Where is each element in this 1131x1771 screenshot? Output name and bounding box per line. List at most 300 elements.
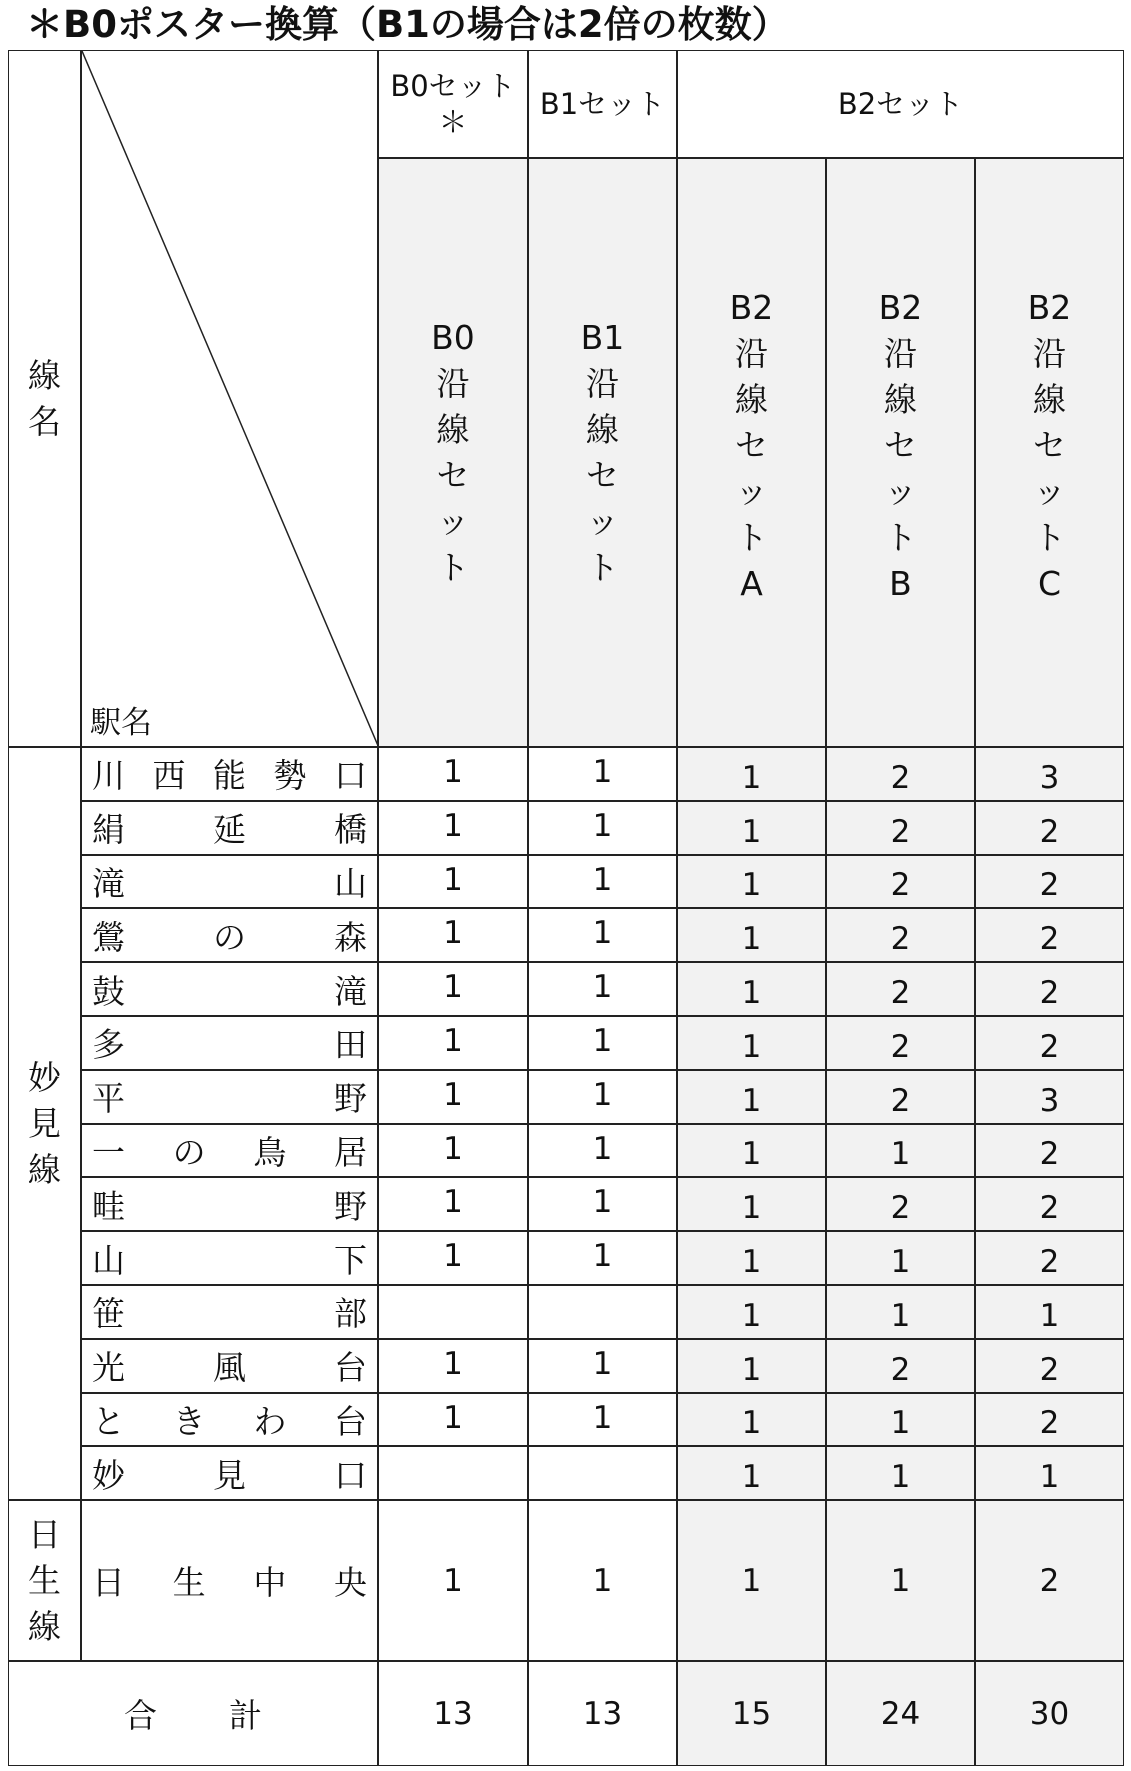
count-value: 1 [592,969,613,1006]
count-cell-b2-c [975,962,1124,1016]
station-name-char: 光 [92,1348,125,1388]
column-header-b0-label-char: 沿 [436,363,470,403]
count-value: 1 [592,1076,613,1113]
column-header-b2-b [826,158,975,747]
count-value: 2 [1039,1562,1060,1599]
count-value: 1 [443,915,463,952]
station-name-char: 中 [253,1563,287,1603]
page-title: ＊B0ポスター換算（B1の場合は2倍の枚数） [26,3,789,46]
count-cell-b0 [378,908,528,962]
count-cell-b2-a [677,1339,826,1393]
count-value: 1 [741,974,762,1011]
count-value: 1 [890,1297,911,1334]
total-b2-a [677,1661,826,1766]
column-header-b0 [378,158,528,747]
count-cell-b2-b [826,1393,975,1447]
column-header-b2-a-label-char: ッ [734,472,768,511]
line-name-header-label-char: 線 [28,355,61,395]
station-name-char: 居 [333,1132,367,1172]
column-header-b0-label-char: 線 [436,409,470,449]
count-value: 2 [1039,1028,1060,1065]
count-value: 2 [890,813,911,850]
count-cell-b2-c [975,1446,1124,1500]
count-value: 1 [592,807,613,844]
station-name-char: の [172,1132,206,1172]
line-name-nissei-label [28,1512,61,1650]
station-name [82,750,377,797]
column-header-b2-a-label [730,285,774,607]
count-value: 1 [443,1130,463,1167]
station-name-label: 駅名 [90,705,152,741]
station-name-header [81,50,378,747]
count-value: 1 [741,1082,762,1119]
count-cell-b2-a [677,962,826,1016]
column-header-b2-a-label-char: ト [734,518,768,557]
station-name [82,1181,377,1228]
station-name-char: 鳥 [253,1132,287,1172]
count-cell-b2-a [677,855,826,909]
count-value: 1 [592,1562,613,1599]
count-cell-b2-c [975,1285,1124,1339]
column-header-b2-a-label-char: 線 [734,380,768,419]
total-value: 24 [880,1695,921,1732]
total-value: 13 [433,1695,473,1732]
count-value: 2 [1039,1243,1060,1280]
station-name [82,1557,377,1604]
total-b1 [528,1661,677,1766]
count-value: 1 [741,1562,762,1599]
station-name-char: 笹 [92,1294,125,1334]
count-value: 1 [592,861,613,898]
station-cell [81,1070,378,1124]
count-cell-b1 [528,1339,677,1393]
station-name-char: 台 [333,1401,367,1441]
count-cell-b2-c [975,1231,1124,1285]
station-cell [81,1393,378,1447]
column-header-b0-label-char: B0 [431,317,475,357]
count-cell-b2-b [826,1446,975,1500]
count-cell-b2-c [975,1393,1124,1447]
column-header-b2-b-label-char: B2 [878,288,923,327]
count-cell-b2-b [826,1124,975,1178]
count-value: 1 [443,1184,463,1221]
count-cell-b1 [528,908,677,962]
station-name-char: 口 [334,1455,367,1495]
line-name-myoken-label-char: 妙 [28,1057,61,1097]
station-name-char: き [172,1401,206,1441]
station-name-char: 山 [334,863,367,903]
column-header-b2-c-label-char: 線 [1032,380,1066,419]
station-name-char: 一 [92,1132,125,1172]
b0-set-header [378,50,528,158]
station-name-char: 田 [334,1025,367,1065]
station-name-char: 風 [213,1348,246,1388]
column-header-b2-a-label-char: B2 [729,288,774,327]
station-cell [81,962,378,1016]
count-cell-b2-c [975,908,1124,962]
station-name-char: 鶯 [92,917,125,957]
line-name-nissei-label-char: 日 [28,1514,61,1554]
station-name-char: 延 [213,810,246,850]
count-cell-b2-c [975,1070,1124,1124]
column-header-b2-c-label-char: セ [1032,426,1066,465]
count-value: 1 [741,1028,762,1065]
b0-set-label: B0セット [390,69,516,103]
count-value: 1 [443,807,463,844]
count-cell-b2-b [826,908,975,962]
station-name-char: 下 [334,1240,367,1280]
line-name-myoken-label-char: 線 [28,1149,61,1189]
count-value: 1 [741,1136,762,1173]
column-header-b2-a-label-char: セ [734,426,768,465]
station-name-char: 滝 [92,863,125,903]
column-header-b2-b-label [879,285,923,607]
count-value: 1 [741,1351,762,1388]
station-name-char: 橋 [334,810,367,850]
count-value: 1 [592,1130,613,1167]
station-name [82,858,377,905]
count-value: 1 [890,1405,911,1442]
station-name [82,1342,377,1389]
count-value: 1 [592,1399,613,1436]
count-value: 3 [1039,759,1060,796]
station-name-char: 央 [333,1563,367,1603]
count-cell-b2-b [826,1339,975,1393]
column-header-b1 [528,158,677,747]
station-name [82,912,377,959]
count-cell-b1 [528,1393,677,1447]
count-cell-b0 [378,1016,528,1070]
count-cell-b2-b [826,1070,975,1124]
line-name-header-label [28,353,61,445]
station-name-char: 日 [92,1563,125,1603]
station-cell [81,747,378,801]
count-cell-b0 [378,1339,528,1393]
count-cell-b1 [528,1124,677,1178]
station-name-char: 森 [334,917,367,957]
count-value: 1 [443,1399,463,1436]
count-value: 2 [1039,974,1060,1011]
count-cell-b2-c [975,1500,1124,1661]
line-name-nissei-label-char: 線 [28,1606,61,1646]
count-cell-b2-a [677,1124,826,1178]
station-name-char: 野 [334,1186,367,1226]
station-name-char: 平 [92,1079,125,1119]
station-cell [81,1231,378,1285]
column-header-b2-c-label-char: ト [1032,518,1066,557]
count-cell-b2-c [975,1124,1124,1178]
total-value: 13 [582,1695,623,1732]
station-cell [81,801,378,855]
count-value: 2 [1039,1405,1060,1442]
total-b0 [378,1661,528,1766]
count-cell-b2-b [826,801,975,855]
count-cell-b2-c [975,1016,1124,1070]
count-value: 1 [741,759,762,796]
count-value: 1 [443,754,463,790]
column-header-b2-c-label-char: C [1037,564,1062,603]
station-cell [81,855,378,909]
count-cell-b0 [378,855,528,909]
station-name-char: 生 [172,1563,206,1603]
column-header-b2-b-label-char: B [889,564,912,603]
count-cell-b1 [528,1177,677,1231]
count-value: 1 [443,861,463,898]
column-header-b2-a [677,158,826,747]
column-header-b0-label-char: ッ [436,501,470,541]
count-value: 1 [741,1297,762,1334]
count-value: 1 [890,1136,911,1173]
station-name-char: 畦 [92,1186,125,1226]
station-cell [81,1339,378,1393]
count-cell-b2-c [975,1177,1124,1231]
count-cell-b2-a [677,801,826,855]
station-name-char: 多 [92,1025,125,1065]
count-value: 2 [890,974,911,1011]
column-header-b2-b-label-char: ッ [883,472,917,511]
column-header-b0-label-char: セ [436,455,470,495]
count-value: 1 [741,1243,762,1280]
count-value: 1 [443,1238,463,1275]
count-value: 2 [890,1028,911,1065]
count-value: 1 [890,1243,911,1280]
column-header-b2-c [975,158,1124,747]
count-value: 1 [741,813,762,850]
count-cell-b0 [378,801,528,855]
column-header-b2-c-label-char: 沿 [1032,334,1066,373]
station-name-char: と [92,1401,125,1441]
count-cell-b2-c [975,1339,1124,1393]
count-cell-b2-a [677,908,826,962]
line-name-header-label-char: 名 [28,401,61,441]
total-b2-b [826,1661,975,1766]
count-cell-b0 [378,1231,528,1285]
station-cell [81,1124,378,1178]
count-cell-b2-a [677,1446,826,1500]
count-value: 2 [890,759,911,796]
b1-set-header [528,50,677,158]
count-cell-b2-a [677,1500,826,1661]
station-cell [81,908,378,962]
station-name-char: 口 [334,756,367,796]
count-value: 2 [1039,813,1060,850]
station-name-char: 勢 [273,756,307,796]
count-value: 2 [1039,1190,1060,1227]
count-cell-b2-a [677,747,826,801]
count-cell-b1 [528,1016,677,1070]
count-value: 1 [1039,1459,1060,1496]
count-cell-b1 [528,1500,677,1661]
station-name-char: の [213,917,246,957]
station-name-char: 川 [92,756,125,796]
b2-set-label: B2セット [837,87,964,121]
column-header-b2-b-label-char: ト [883,518,917,557]
station-name [82,966,377,1013]
column-header-b2-b-label-char: 線 [883,380,917,419]
column-header-b1-label-char: セ [585,455,619,495]
line-name-nissei [8,1500,81,1661]
station-name-char: 野 [334,1079,367,1119]
column-header-b2-a-label-char: A [740,564,763,603]
count-value: 1 [592,1023,613,1059]
station-name-char: 部 [334,1294,367,1334]
line-name-header [8,50,81,747]
column-header-b0-label [431,315,475,591]
count-value: 1 [592,754,613,790]
station-name-char: わ [253,1401,287,1441]
b1-set-label: B1セット [539,87,666,121]
count-cell-b1 [528,747,677,801]
station-name-char: 絹 [92,810,125,850]
count-value: 1 [592,1184,613,1221]
count-value: 1 [741,867,762,904]
count-value: 3 [1039,1082,1060,1119]
count-cell-b0 [378,1446,528,1500]
diagonal-line [82,51,379,748]
count-cell-b2-b [826,962,975,1016]
station-name [82,1235,377,1282]
count-value: 1 [592,1345,613,1382]
line-name-myoken-label [28,1055,61,1193]
count-value: 2 [1039,867,1060,904]
count-cell-b0 [378,1124,528,1178]
count-cell-b0 [378,1500,528,1661]
count-cell-b1 [528,855,677,909]
count-value: 2 [1039,1136,1060,1173]
column-header-b2-c-label [1028,285,1072,607]
column-header-b2-b-label-char: セ [883,426,917,465]
station-name [82,1450,377,1497]
count-cell-b2-b [826,855,975,909]
column-header-b1-label [581,315,625,591]
count-value: 1 [592,1238,613,1275]
count-cell-b2-c [975,855,1124,909]
count-cell-b2-b [826,1500,975,1661]
total-label-cell [8,1661,378,1766]
station-name [82,1127,377,1174]
total-label-char: 合 [124,1696,157,1735]
station-cell [81,1016,378,1070]
count-cell-b0 [378,1177,528,1231]
count-cell-b2-b [826,1285,975,1339]
count-value: 1 [443,1076,463,1113]
count-value: 1 [443,1345,463,1382]
count-cell-b2-b [826,1177,975,1231]
column-header-b1-label-char: B1 [580,317,625,357]
station-name-char: 鼓 [92,971,125,1011]
count-cell-b2-c [975,747,1124,801]
count-value: 2 [1039,921,1060,958]
column-header-b2-a-label-char: 沿 [734,334,768,373]
count-value: 1 [443,969,463,1006]
station-name [82,1019,377,1066]
column-header-b2-c-label-char: ッ [1032,472,1066,511]
count-cell-b1 [528,1070,677,1124]
count-cell-b2-a [677,1393,826,1447]
count-cell-b2-c [975,801,1124,855]
total-value: 30 [1029,1695,1070,1732]
count-value: 2 [1039,1351,1060,1388]
station-cell [81,1177,378,1231]
line-name-nissei-label-char: 生 [28,1560,61,1600]
count-cell-b1 [528,962,677,1016]
count-cell-b0 [378,1070,528,1124]
station-name-char: 台 [334,1348,367,1388]
count-value: 2 [890,921,911,958]
count-value: 1 [890,1459,911,1496]
count-value: 1 [1039,1297,1060,1334]
total-label-char: 計 [229,1696,262,1735]
count-value: 1 [443,1023,463,1059]
count-cell-b2-b [826,1231,975,1285]
station-name-char: 見 [213,1455,246,1495]
station-name-char: 妙 [92,1455,125,1495]
count-value: 1 [741,1190,762,1227]
count-cell-b0 [378,1285,528,1339]
count-value: 1 [592,915,613,952]
column-header-b1-label-char: 沿 [585,363,619,403]
station-name [82,804,377,851]
column-header-b1-label-char: 線 [585,409,619,449]
column-header-b2-b-label-char: 沿 [883,334,917,373]
column-header-b1-label-char: ト [585,547,619,587]
count-cell-b0 [378,962,528,1016]
b2-set-header [677,50,1124,158]
station-name [82,1073,377,1120]
count-cell-b2-a [677,1016,826,1070]
station-name-char: 西 [152,756,186,796]
station-name-char: 滝 [334,971,367,1011]
count-cell-b2-a [677,1231,826,1285]
station-cell [81,1285,378,1339]
column-header-b0-label-char: ト [436,547,470,587]
station-cell [81,1500,378,1661]
count-value: 1 [443,1562,463,1599]
total-value: 15 [731,1695,772,1732]
count-cell-b2-a [677,1177,826,1231]
count-value: 1 [741,1405,762,1442]
count-value: 2 [890,867,911,904]
count-value: 2 [890,1190,911,1227]
column-header-b2-c-label-char: B2 [1027,288,1072,327]
count-value: 1 [890,1562,911,1599]
station-cell [81,1446,378,1500]
count-value: 1 [741,921,762,958]
count-cell-b0 [378,747,528,801]
total-b2-c [975,1661,1124,1766]
count-cell-b2-b [826,747,975,801]
count-cell-b1 [528,1446,677,1500]
line-name-myoken-label-char: 見 [28,1103,61,1143]
count-cell-b2-a [677,1285,826,1339]
count-cell-b1 [528,801,677,855]
count-value: 2 [890,1082,911,1119]
count-value: 1 [741,1459,762,1496]
station-name-char: 山 [92,1240,125,1280]
count-cell-b1 [528,1231,677,1285]
line-name-myoken [8,747,81,1500]
count-cell-b2-a [677,1070,826,1124]
b0-asterisk: ＊ [438,105,468,139]
count-cell-b0 [378,1393,528,1447]
station-name-char: 能 [213,756,246,796]
column-header-b1-label-char: ッ [585,501,619,541]
count-cell-b1 [528,1285,677,1339]
station-name [82,1288,377,1335]
count-cell-b2-b [826,1016,975,1070]
count-value: 2 [890,1351,911,1388]
station-name [82,1396,377,1443]
